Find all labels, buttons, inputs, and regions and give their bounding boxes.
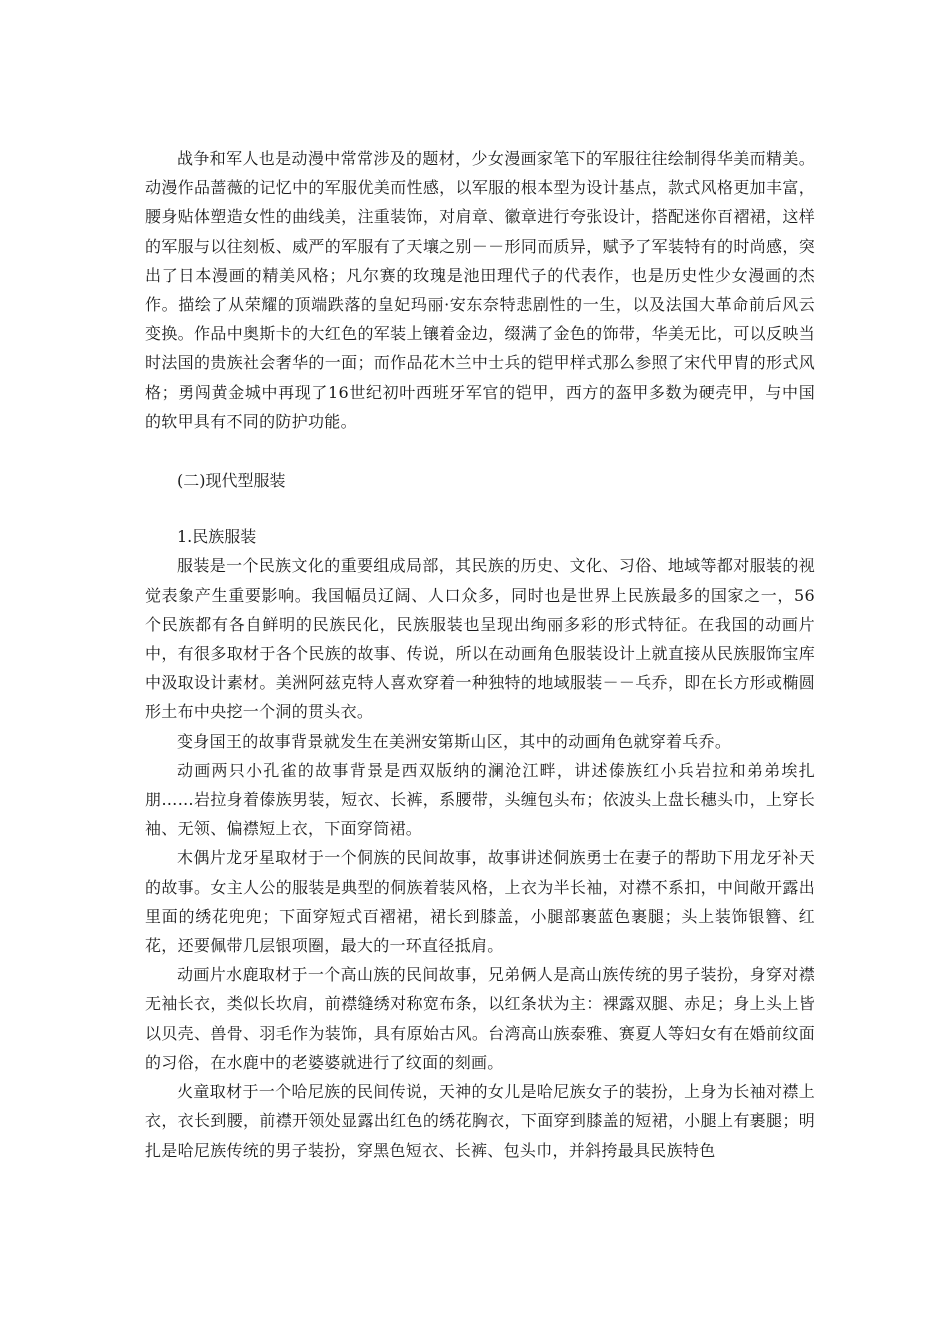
subsection-heading: 1.民族服装 [177, 527, 257, 547]
document-page [145, 144, 815, 1165]
intro-paragraph: 战争和军人也是动漫中常常涉及的题材，少女漫画家笔下的军服往往绘制得华美而精美。动漫作品蔷薇的记忆中的军服优美而性感，以军服的根本型为设计基点，款式风格更加丰富，腰身贴体塑造女性的曲线美，注重装饰，对肩章、徽章进行夸张设计，搭配迷你百褶裙，这样的军服与以往刻板、威严的军服有了天壤之别－－形同而质异，赋予了军装特有的时尚感，突出了日本漫画的精美风格；凡尔赛的玫瑰是池田理代子的代表作，也是历史性少女漫画的杰作。描绘了从荣耀的顶端跌落的皇妃玛丽·安东奈特悲剧性的一生，以及法国大革命前后风云变换。作品中奥斯卡的大红色的军装上镶着金边，缀满了金色的饰带，华美无比，可以反映当时法国的贵族社会奢华的一面；而作品花木兰中士兵的铠甲样式那么参照了宋代甲胄的形式风格；勇闯黄金城中再现了16世纪初叶西班牙军官的铠甲，西方的盔甲多数为硬壳甲，与中国的软甲具有不同的防护功能。 [145, 149, 815, 431]
body-paragraph: 服装是一个民族文化的重要组成局部，其民族的历史、文化、习俗、地域等都对服装的视觉表象产生重要影响。我国幅员辽阔、人口众多，同时也是世界上民族最多的国家之一，56个民族都有各自鲜明的民族民化，民族服装也呈现出绚丽多彩的形式特征。在我国的动画片中，有很多取材于各个民族的故事、传说，所以在动画角色服装设计上就直接从民族服饰宝库中汲取设计素材。美洲阿兹克特人喜欢穿着一种独特的地域服装－－乓乔，即在长方形或椭圆形土布中央挖一个洞的贯头衣。 [145, 556, 815, 722]
spacer [145, 495, 815, 522]
spacer [145, 436, 815, 466]
body-paragraph: 动画两只小孔雀的故事背景是西双版纳的澜沧江畔，讲述傣族红小兵岩拉和弟弟埃扎朋……岩拉身着傣族男装，短衣、长裤，系腰带，头缠包头布；依波头上盘长穗头巾，上穿长袖、无领、偏襟短上衣，下面穿筒裙。 [145, 760, 815, 839]
body-paragraph: 动画片水鹿取材于一个高山族的民间故事，兄弟俩人是高山族传统的男子装扮，身穿对襟无袖长衣，类似长坎肩，前襟缝绣对称宽布条，以红条状为主：裸露双腿、赤足；身上头上皆以贝壳、兽骨、羽毛作为装饰，具有原始古风。台湾高山族泰雅、赛夏人等妇女有在婚前纹面的习俗，在水鹿中的老婆婆就进行了纹面的刻画。 [145, 965, 815, 1072]
body-paragraph: 变身国王的故事背景就发生在美洲安第斯山区，其中的动画角色就穿着乓乔。 [177, 731, 732, 751]
section-heading: (二)现代型服装 [177, 471, 286, 491]
body-paragraph: 火童取材于一个哈尼族的民间传说，天神的女儿是哈尼族女子的装扮，上身为长袖对襟上衣，衣长到腰，前襟开领处显露出红色的绣花胸衣，下面穿到膝盖的短裙，小腿上有裹腿；明扎是哈尼族传统的男子装扮，穿黑色短衣、长裤、包头巾，并斜挎最具民族特色 [145, 1082, 815, 1160]
body-paragraph: 木偶片龙牙星取材于一个侗族的民间故事，故事讲述侗族勇士在妻子的帮助下用龙牙补天的故事。女主人公的服装是典型的侗族着装风格，上衣为半长袖，对襟不系扣，中间敞开露出里面的绣花兜兜；下面穿短式百褶裙，裙长到膝盖，小腿部裹蓝色裹腿；头上装饰银簪、红花，还要佩带几层银项圈，最大的一环直径抵肩。 [145, 848, 815, 956]
